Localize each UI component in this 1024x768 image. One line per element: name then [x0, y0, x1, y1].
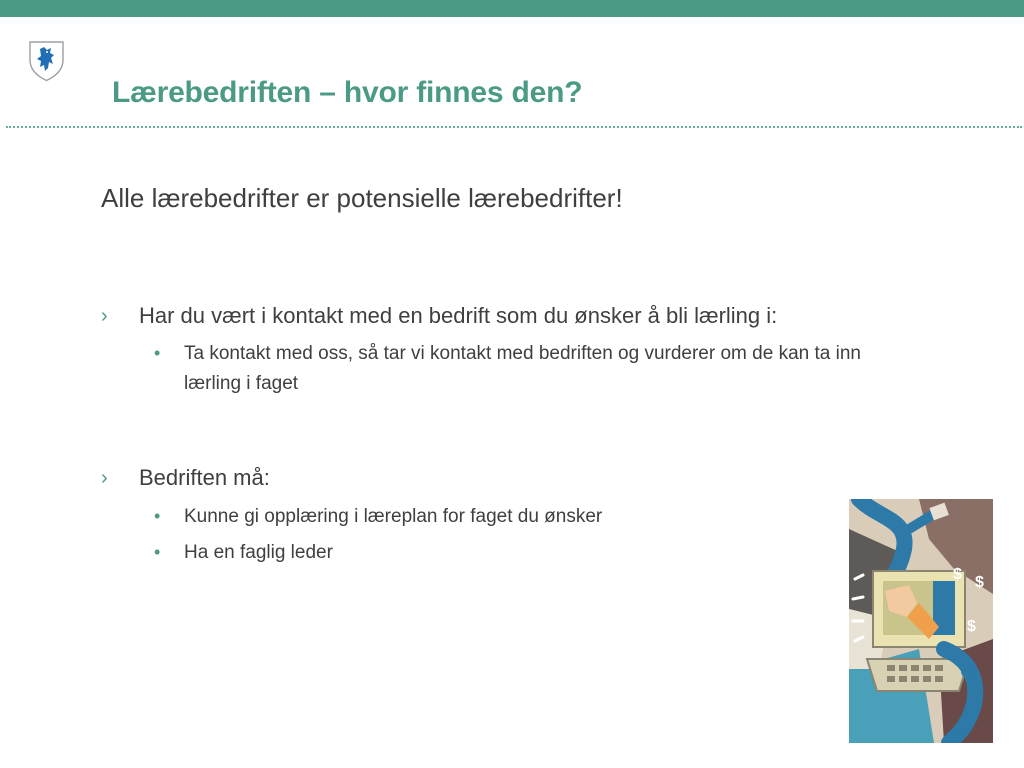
chevron-right-icon: › — [101, 305, 108, 327]
bullet-text: Bedriften må: — [139, 465, 270, 490]
bullet-text: Har du vært i kontakt med en bedrift som du ønsker å bli lærling i: — [139, 303, 778, 328]
svg-text:$: $ — [975, 574, 984, 591]
top-accent-bar — [0, 0, 1024, 17]
chevron-right-icon: › — [101, 467, 108, 489]
coat-of-arms-icon — [28, 40, 65, 82]
bullet-dot-icon: • — [154, 542, 161, 562]
svg-text:$: $ — [967, 618, 976, 635]
bullet-dot-icon: • — [154, 506, 161, 526]
sub-bullet-text: Ha en faglig leder — [184, 542, 333, 563]
slide-title: Lærebedriften – hvor finnes den? — [112, 76, 583, 109]
svg-text:$: $ — [953, 566, 962, 583]
sub-bullet-text: Kunne gi opplæring i læreplan for faget du ønsker — [184, 506, 603, 527]
computer-handshake-illustration — [849, 499, 993, 743]
intro-text: Alle lærebedrifter er potensielle lærebedrifter! — [101, 183, 623, 213]
title-divider — [6, 126, 1022, 128]
sub-bullet-text: Ta kontakt med oss, så tar vi kontakt med bedriften og vurderer om de kan ta inn lærling i faget — [184, 343, 861, 394]
bullet-dot-icon: • — [154, 343, 161, 363]
